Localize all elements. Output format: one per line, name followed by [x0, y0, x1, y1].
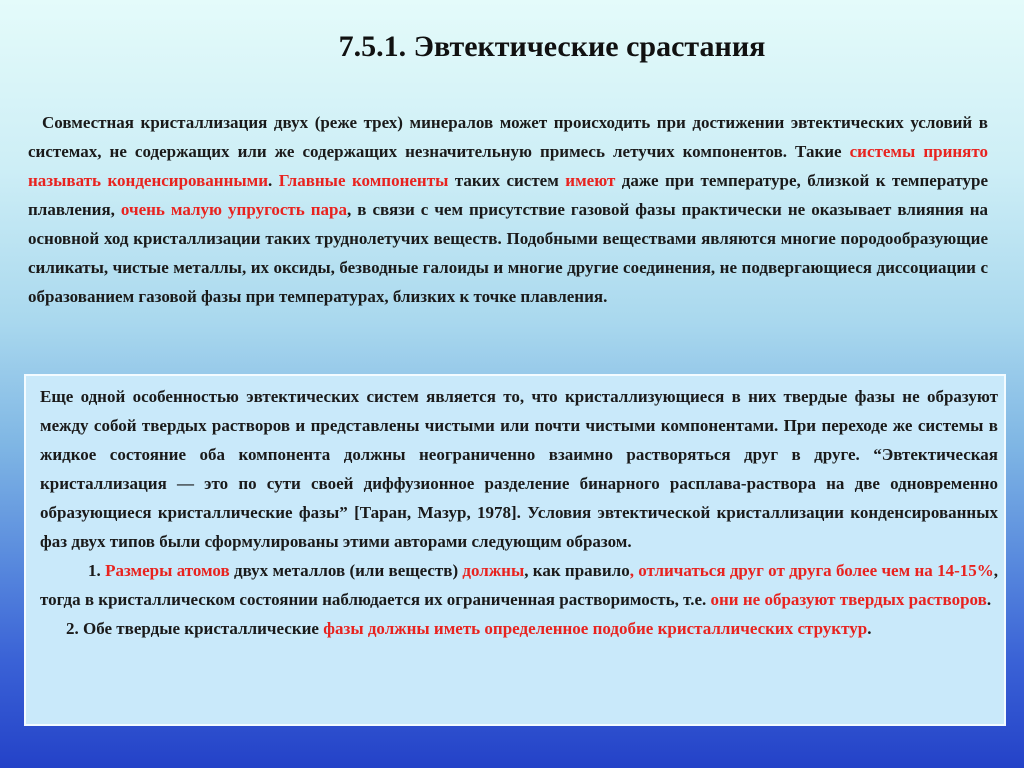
intro-highlight-1: системы принято называть конденсированными — [28, 142, 988, 190]
item1-text-2: двух металлов (или веществ) — [229, 561, 463, 580]
intro-text-2: . — [268, 171, 279, 190]
item1-text-1: 1. — [88, 561, 106, 580]
item1-highlight-4: они не образуют твердых растворов — [710, 590, 987, 609]
condition-item-2 — [40, 614, 998, 643]
item1-highlight-2: должны — [462, 561, 525, 580]
item2-text-2: . — [867, 619, 872, 638]
intro-paragraph — [28, 108, 988, 311]
item1-text-4: , тогда в кристаллическом состоянии наблюдается их ограниченная растворимость, т.е. — [40, 561, 998, 609]
info-box-text — [40, 382, 998, 643]
intro-text-5: , в связи с чем присутствие газовой фазы практически не оказывает влияния на основной ход кристаллизации таких труднолетучих веществ. Подобными веществами являются многие породообразующие силикаты, чистые металлы, их оксиды, безводные галоиды и многие другие соединения, не подвергающиеся диссоциации с образованием газовой фазы при температурах, близких к точке плавления. — [28, 200, 988, 306]
condition-item-1 — [40, 556, 998, 614]
item1-highlight-3: , отличаться друг от друга более чем на 14-15% — [629, 561, 994, 580]
intro-highlight-4: очень малую упругость пара — [120, 200, 348, 219]
slide-title: 7.5.1. Эвтектические срастания — [338, 30, 766, 63]
intro-highlight-3: имеют — [565, 171, 616, 190]
item2-text-1: 2. Обе твердые кристаллические — [66, 619, 324, 638]
intro-highlight-2: Главные компоненты — [278, 171, 449, 190]
intro-text-1: Совместная кристаллизация двух (реже трех) минералов может происходить при достижении эвтектических условий в системах, не содержащих или же содержащих незначительную примесь летучих компонентов. Такие — [28, 113, 988, 161]
item2-highlight-1: фазы должны иметь определенное подобие кристаллических структур — [323, 619, 868, 638]
item1-text-5: . — [986, 590, 992, 609]
intro-text-3: таких систем — [448, 171, 566, 190]
item1-text-3: , как правило — [524, 561, 630, 580]
box-paragraph: Еще одной особенностью эвтектических систем является то, что кристаллизующиеся в них твердые фазы не образуют между собой твердых растворов и представлены чистыми или почти чистыми компонентами. При переходе же системы в жидкое состояние оба компонента должны неограниченно взаимно растворяться друг в друге. “Эвтектическая кристаллизация — это по сути своей диффузионное разделение бинарного расплава-раствора на две одновременно образующиеся кристаллические фазы” [Таран, Мазур, 1978]. Условия эвтектической кристаллизации конденсированных фаз двух типов были сформулированы этими авторами следующим образом. — [40, 387, 998, 551]
info-box — [24, 374, 1006, 726]
item1-highlight-1: Размеры атомов — [105, 561, 230, 580]
intro-text-4: даже при температуре, близкой к температуре плавления, — [28, 171, 988, 219]
